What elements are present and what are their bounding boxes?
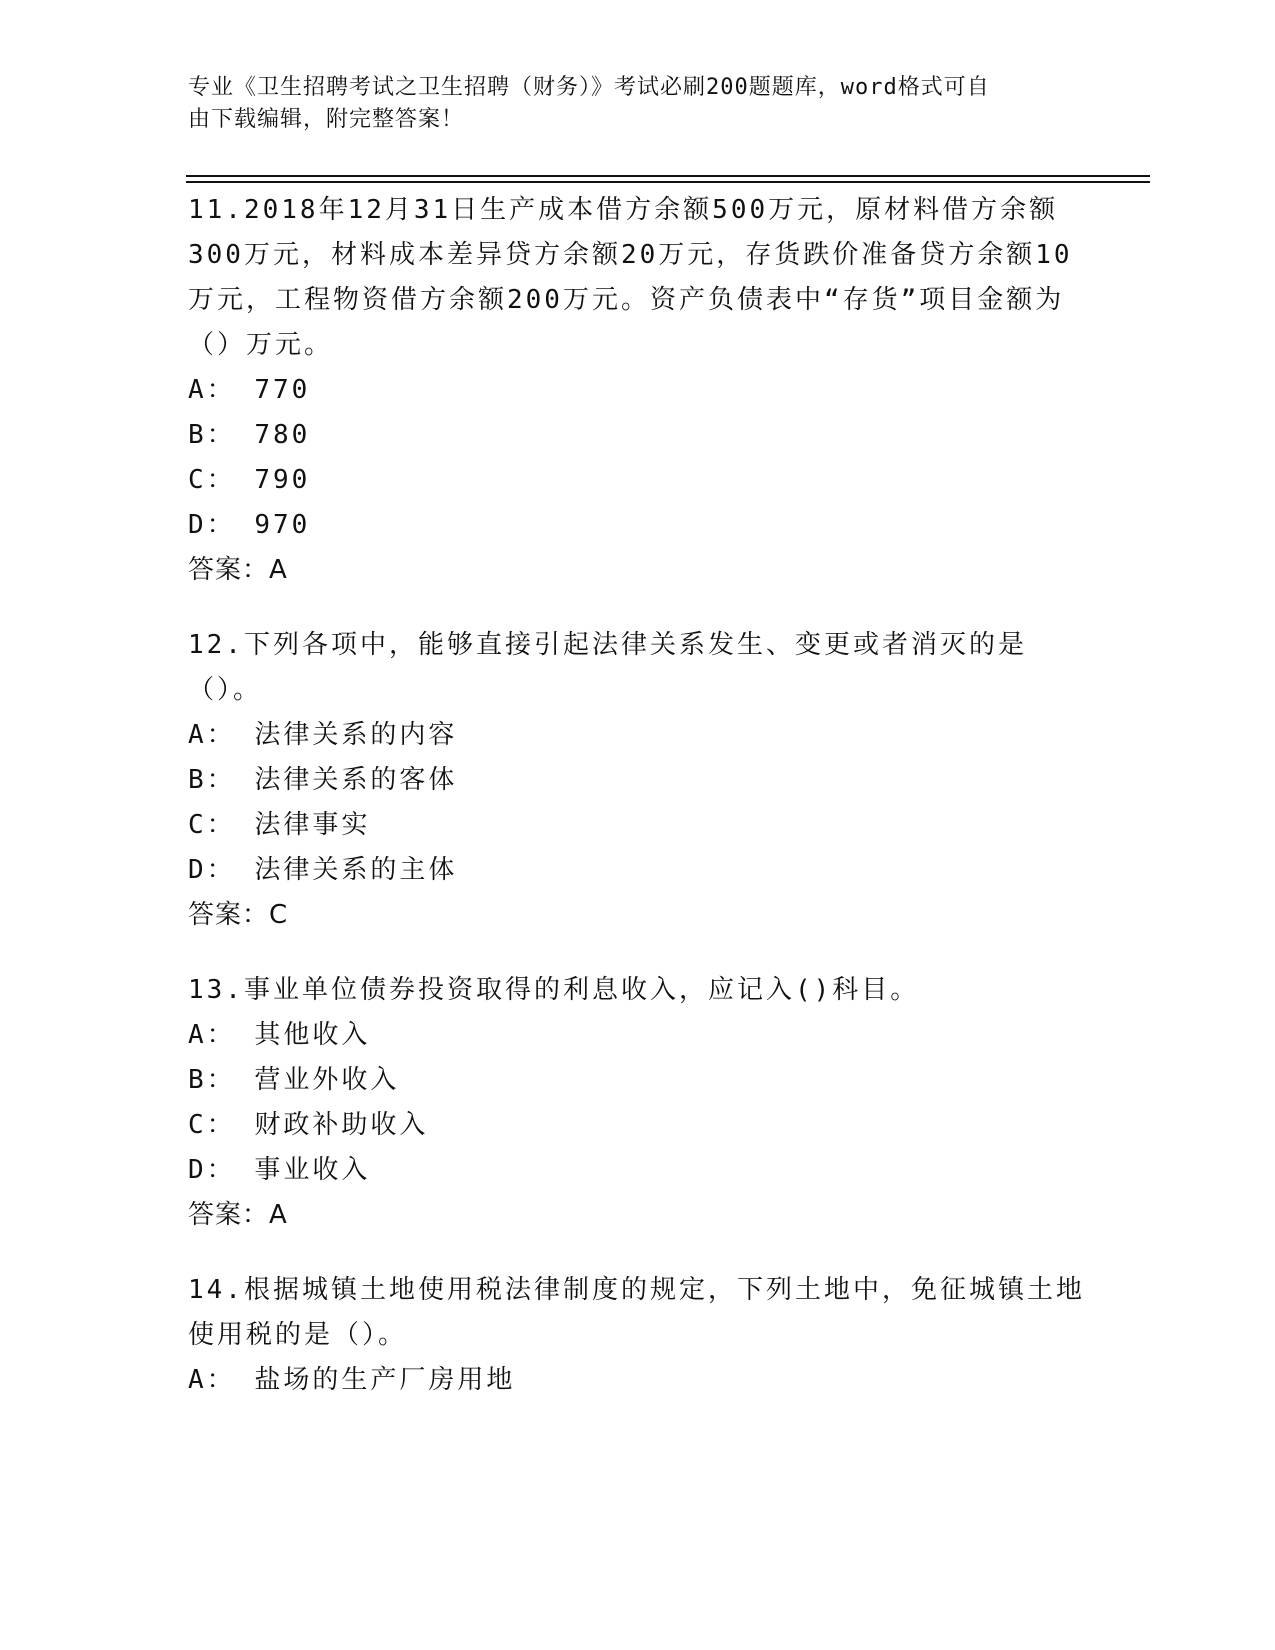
question-list [188, 188, 1088, 1433]
option-key: A [188, 1365, 207, 1395]
option-c: C ： 法律事实 [188, 803, 1088, 848]
question-13 [188, 968, 1088, 1238]
option-text: 790 [254, 465, 311, 495]
option-a: A ： 770 [188, 368, 1088, 413]
option-text: 770 [254, 375, 311, 405]
option-key: B [188, 765, 207, 795]
option-key: A [188, 375, 207, 405]
question-stem: 12.下列各项中，能够直接引起法律关系发生、变更或者消灭的是（）。 [188, 630, 1027, 705]
option-text: 其他收入 [254, 1020, 371, 1050]
option-a: A ： 其他收入 [188, 1013, 1088, 1058]
option-a: A ： 盐场的生产厂房用地 [188, 1358, 1088, 1403]
option-a: A ： 法律关系的内容 [188, 713, 1088, 758]
header-title-line-2: 由下载编辑，附完整答案！ [188, 107, 465, 132]
option-text: 法律关系的主体 [254, 855, 458, 885]
option-d: D ： 970 [188, 503, 1088, 548]
option-key: C [188, 810, 207, 840]
header-title-line-1: 专业《卫生招聘考试之卫生招聘（财务）》考试必刷200题题库，word格式可自 [188, 75, 990, 100]
option-key: D [188, 1155, 207, 1185]
option-text: 盐场的生产厂房用地 [254, 1365, 516, 1395]
option-b: B ： 780 [188, 413, 1088, 458]
option-text: 法律关系的内容 [254, 720, 458, 750]
option-key: A [188, 720, 207, 750]
option-text: 970 [254, 510, 311, 540]
question-stem: 11.2018年12月31日生产成本借方余额500万元，原材料借方余额300万元，材料成本差异贷方余额20万元，存货跌价准备贷方余额10万元，工程物资借方余额200万元。资产负债表中“存货”项目金额为（）万元。 [188, 195, 1073, 360]
option-c: C ： 财政补助收入 [188, 1103, 1088, 1148]
option-b: B ： 法律关系的客体 [188, 758, 1088, 803]
option-key: B [188, 1065, 207, 1095]
header-divider-top [186, 175, 1150, 177]
option-text: 营业外收入 [254, 1065, 400, 1095]
header-divider-bottom [186, 181, 1150, 183]
option-key: D [188, 510, 207, 540]
question-stem: 13.事业单位债券投资取得的利息收入，应记入()科目。 [188, 975, 920, 1005]
option-text: 财政补助收入 [254, 1110, 429, 1140]
option-b: B ： 营业外收入 [188, 1058, 1088, 1103]
option-text: 780 [254, 420, 311, 450]
question-12 [188, 623, 1088, 938]
document-header [188, 72, 1068, 136]
question-stem: 14.根据城镇土地使用税法律制度的规定，下列土地中，免征城镇土地使用税的是（）。 [188, 1275, 1085, 1350]
option-text: 法律事实 [254, 810, 371, 840]
option-text: 法律关系的客体 [254, 765, 458, 795]
question-14 [188, 1268, 1088, 1403]
option-d: D ： 事业收入 [188, 1148, 1088, 1193]
question-11 [188, 188, 1088, 593]
option-d: D ： 法律关系的主体 [188, 848, 1088, 893]
option-key: D [188, 855, 207, 885]
answer-line: 答案：A [188, 1200, 288, 1230]
option-c: C ： 790 [188, 458, 1088, 503]
option-text: 事业收入 [254, 1155, 371, 1185]
option-key: C [188, 1110, 207, 1140]
option-key: B [188, 420, 207, 450]
option-key: A [188, 1020, 207, 1050]
answer-line: 答案：C [188, 900, 289, 930]
option-key: C [188, 465, 207, 495]
answer-line: 答案：A [188, 555, 288, 585]
